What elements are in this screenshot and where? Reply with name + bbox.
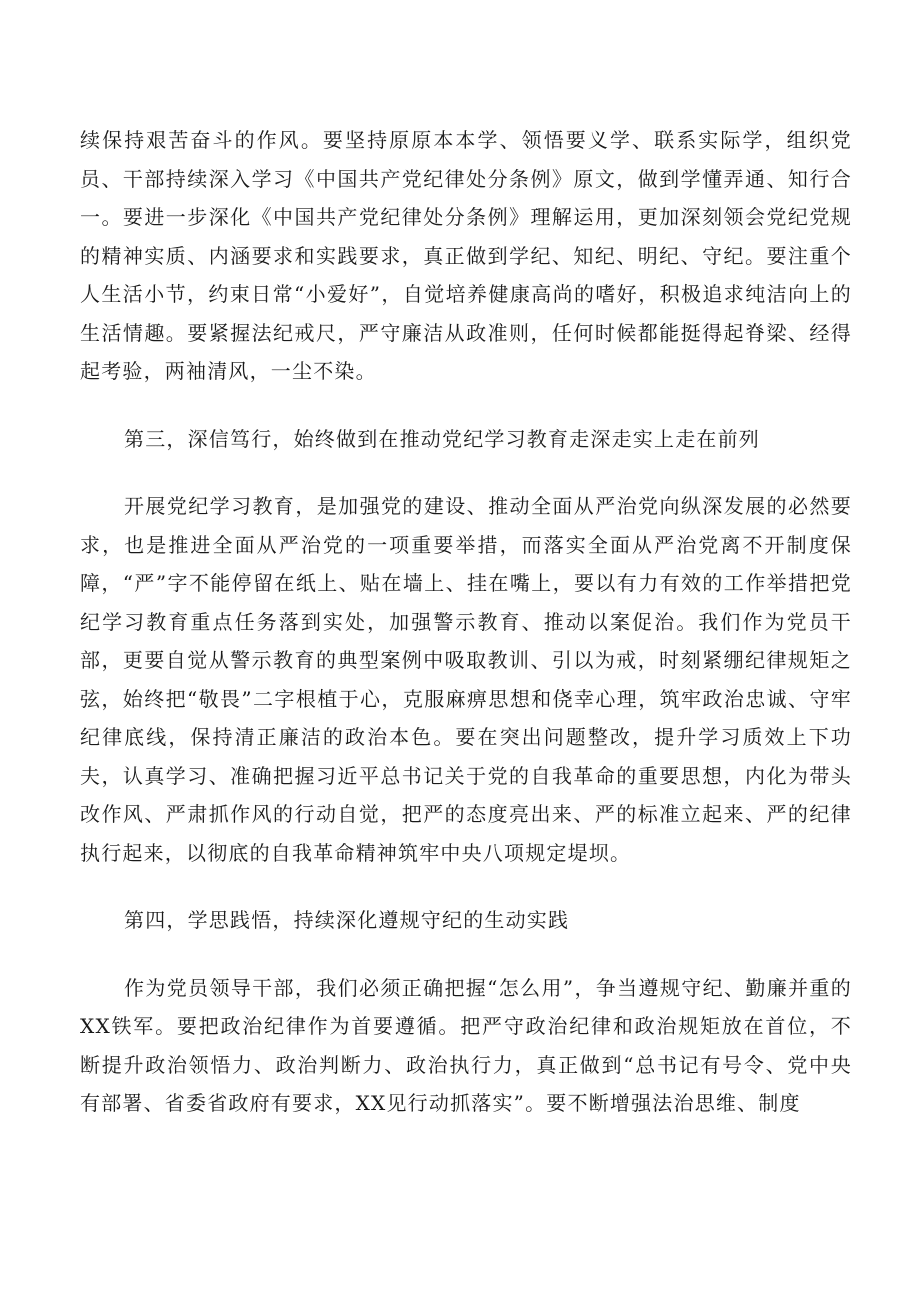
paragraph-third-body: 开展党纪学习教育，是加强党的建设、推动全面从严治党向纵深发展的必然要求，也是推进全面从严治党的一项重要举措，而落实全面从严治党离不开制度保障，“严”字不能停留在纸上、贴在墙上、挂在嘴上，要以有力有效的工作举措把党纪学习教育重点任务落到实处，加强警示教育、推动以案促治。我们作为党员干部，更要自觉从警示教育的典型案例中吸取教训、引以为戒，时刻紧绷纪律规矩之弦，始终把“敬畏”二字根植于心，克服麻痹思想和侥幸心理，筑牢政治忠诚、守牢纪律底线，保持清正廉洁的政治本色。要在突出问题整改，提升学习质效上下功夫，认真学习、准确把握习近平总书记关于党的自我革命的重要思想，内化为带头改作风、严肃抓作风的行动自觉，把严的态度亮出来、严的标准立起来、严的纪律执行起来，以彻底的自我革命精神筑牢中央八项规定堤坝。 (80, 494, 852, 865)
section-heading-fourth: 第四，学思践悟，持续深化遵规守纪的生动实践 (124, 908, 570, 932)
paragraph-gap (80, 458, 852, 487)
paragraph-fourth-body: 作为党员领导干部，我们必须正确把握“怎么用”，争当遵规守纪、勤廉并重的XX铁军。要把政治纪律作为首要遵循。把严守政治纪律和政治规矩放在首位，不断提升政治领悟力、政治判断力、政治执行力，真正做到“总书记有号令、党中央有部署、省委省政府有要求，XX见行动抓落实”。要不断增强法治思维、制度 (80, 975, 852, 1115)
document-body (80, 121, 852, 1123)
paragraph-gap (80, 872, 852, 901)
section-heading-third: 第三，深信笃行，始终做到在推动党纪学习教育走深走实上走在前列 (124, 426, 760, 451)
paragraph-gap (80, 391, 852, 420)
paragraph-continued: 续保持艰苦奋斗的作风。要坚持原原本本学、领悟要义学、联系实际学，组织党员、干部持续深入学习《中国共产党纪律处分条例》原文，做到学懂弄通、知行合一。要进一步深化《中国共产党纪律处分条例》理解运用，更加深刻领会党纪党规的精神实质、内涵要求和实践要求，真正做到学纪、知纪、明纪、守纪。要注重个人生活小节，约束日常“小爱好”，自觉培养健康高尚的嗜好，积极追求纯洁向上的生活情趣。要紧握法纪戒尺，严守廉洁从政准则，任何时候都能挺得起脊梁、经得起考验，两袖清风，一尘不染。 (80, 128, 852, 383)
paragraph-gap (80, 940, 852, 969)
